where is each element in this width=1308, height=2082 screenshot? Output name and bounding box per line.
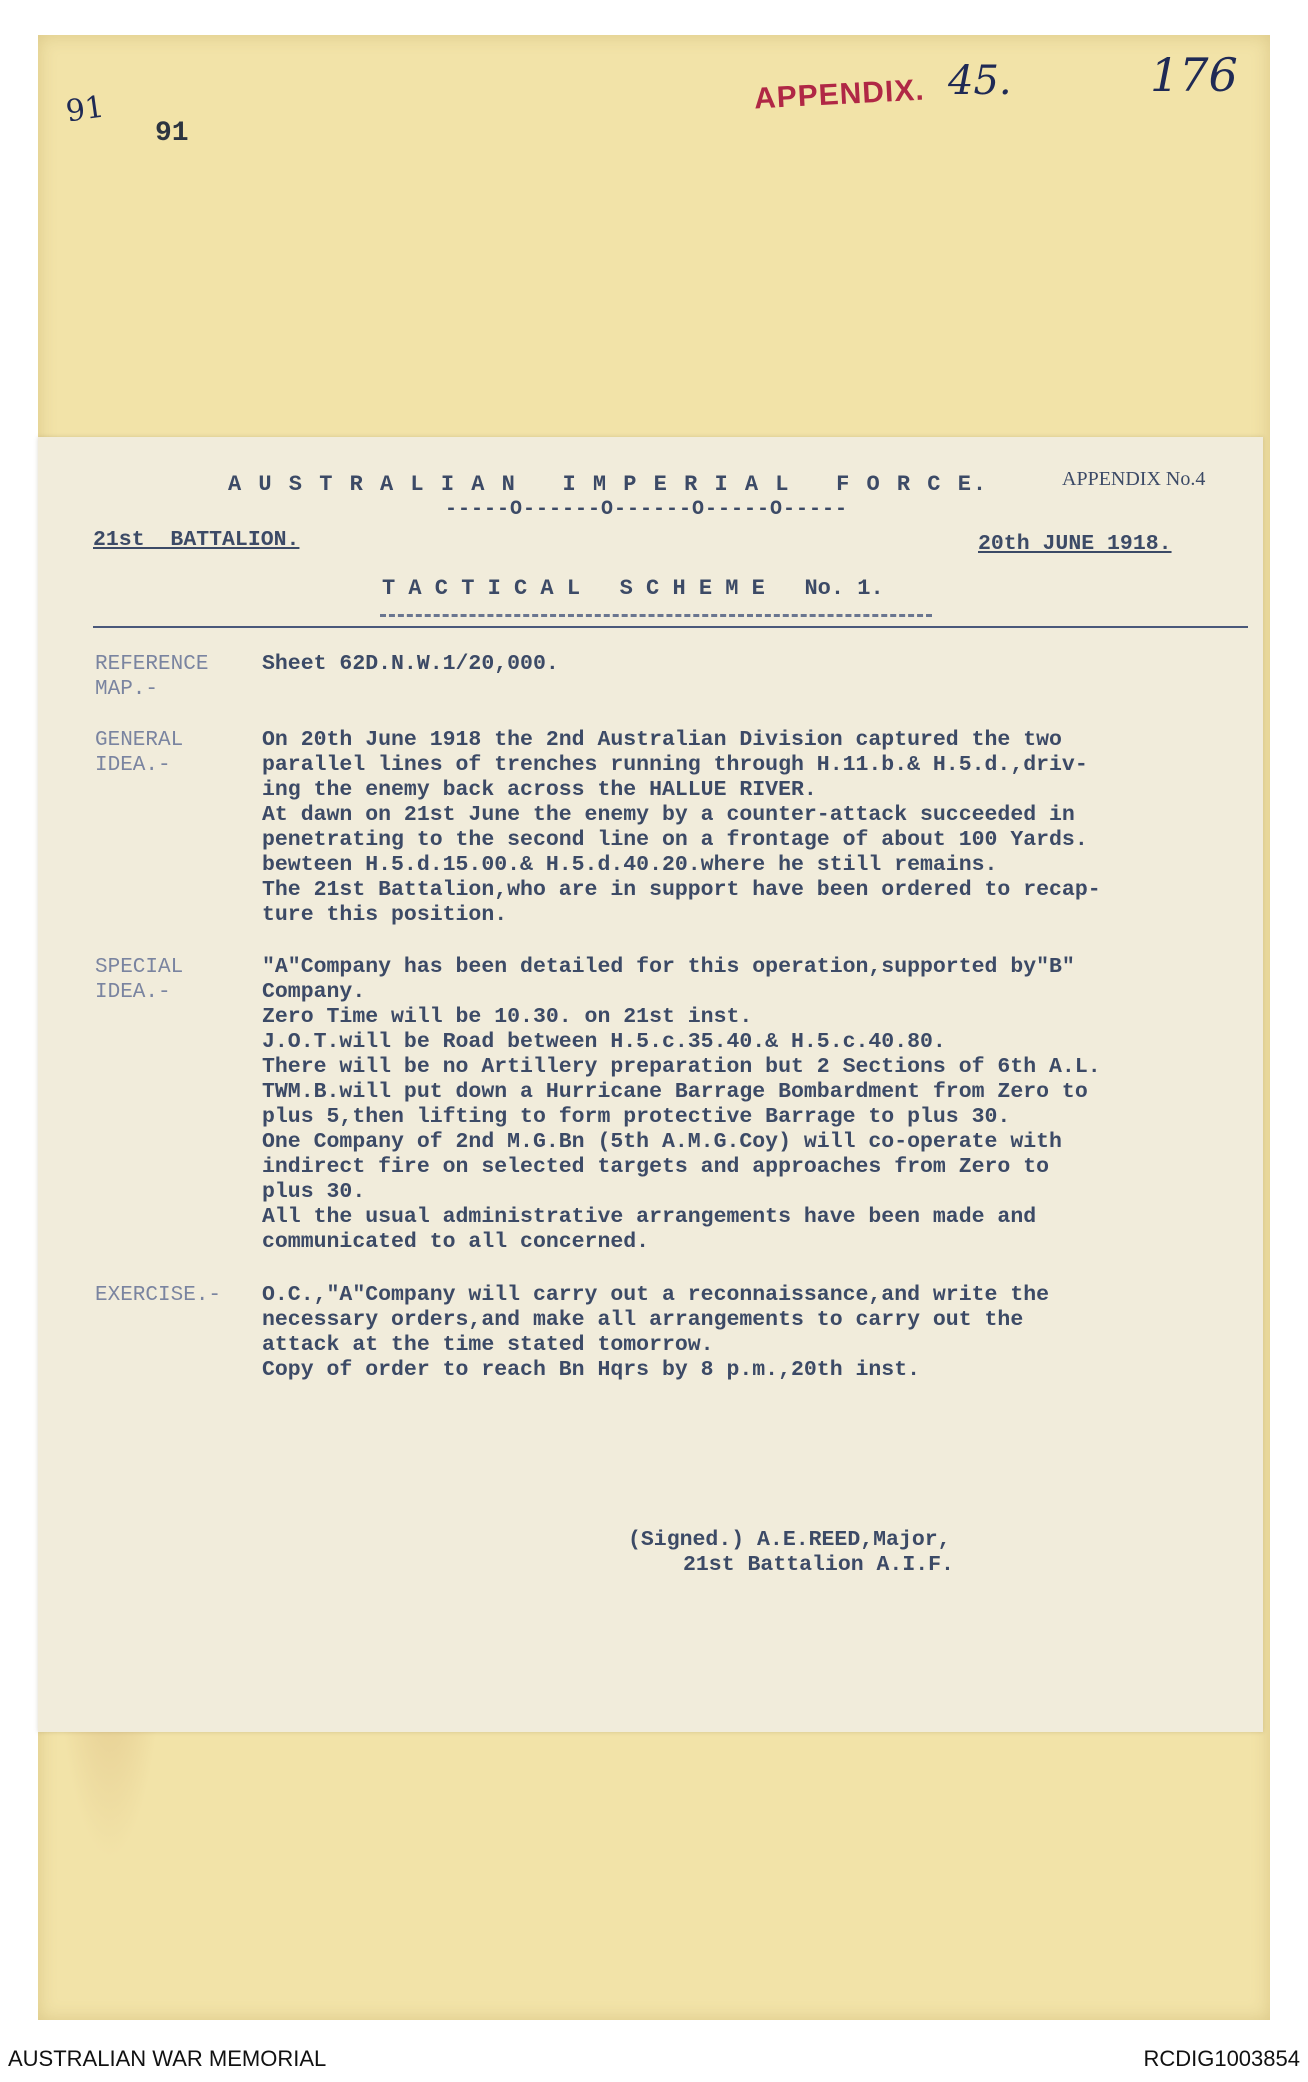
body-line: One Company of 2nd M.G.Bn (5th A.M.G.Coy) will co-operate with <box>262 1130 1062 1154</box>
appendix-stamp: APPENDIX. <box>753 73 926 116</box>
typed-page-number: 91 <box>155 118 189 149</box>
section-body-special-idea <box>262 955 1252 1255</box>
section-body-exercise <box>262 1283 1252 1383</box>
section-label-general-idea: GENERAL IDEA.- <box>95 729 184 777</box>
body-line: plus 30. <box>262 1180 366 1204</box>
scheme-title: T A C T I C A L S C H E M E No. 1. <box>382 576 884 601</box>
body-line: At dawn on 21st June the enemy by a counter-attack succeeded in <box>262 803 1075 827</box>
body-line: ing the enemy back across the HALLUE RIVER. <box>262 778 817 802</box>
header-rule <box>93 626 1248 628</box>
body-line: Copy of order to reach Bn Hqrs by 8 p.m.,20th inst. <box>262 1358 921 1382</box>
body-line: bewteen H.5.d.15.00.& H.5.d.40.20.where he still remains. <box>262 853 998 877</box>
title-divider: -----O------O------O-----O----- <box>445 498 849 521</box>
body-line: penetrating to the second line on a frontage of about 100 Yards. <box>262 828 1088 852</box>
document-date: 20th JUNE 1918. <box>978 532 1172 556</box>
body-line: Company. <box>262 980 366 1004</box>
document-title: A U S T R A L I A N I M P E R I A L F O R C E. <box>228 472 989 497</box>
body-line: TWM.B.will put down a Hurricane Barrage Bombardment from Zero to <box>262 1080 1088 1104</box>
section-label-special-idea: SPECIAL IDEA.- <box>95 956 184 1004</box>
body-line: On 20th June 1918 the 2nd Australian Division captured the two <box>262 728 1062 752</box>
body-line: plus 5,then lifting to form protective Barrage to plus 30. <box>262 1105 1011 1129</box>
body-line: attack at the time stated tomorrow. <box>262 1333 714 1357</box>
unit-name: 21st BATTALION. <box>93 528 300 552</box>
section-body-general-idea <box>262 728 1252 928</box>
section-label-exercise: EXERCISE.- <box>95 1284 222 1307</box>
body-line: indirect fire on selected targets and approaches from Zero to <box>262 1155 1050 1179</box>
body-line: ture this position. <box>262 903 508 927</box>
body-line: necessary orders,and make all arrangements to carry out the <box>262 1308 1024 1332</box>
body-line: The 21st Battalion,who are in support have been ordered to recap- <box>262 878 1101 902</box>
body-line: Sheet 62D.N.W.1/20,000. <box>262 652 559 676</box>
body-line: "A"Company has been detailed for this operation,supported by"B" <box>262 955 1075 979</box>
body-line: O.C.,"A"Company will carry out a reconnaissance,and write the <box>262 1283 1050 1307</box>
body-line: parallel lines of trenches running through H.11.b.& H.5.d.,driv- <box>262 753 1088 777</box>
section-body-reference-map <box>262 652 1252 677</box>
body-line: Zero Time will be 10.30. on 21st inst. <box>262 1005 753 1029</box>
scheme-underline <box>380 614 932 617</box>
handwritten-appendix-number: 45. <box>948 58 1012 104</box>
body-line: There will be no Artillery preparation but 2 Sections of 6th A.L. <box>262 1055 1101 1079</box>
signature-line: (Signed.) A.E.REED,Major, <box>628 1528 951 1552</box>
body-line: communicated to all concerned. <box>262 1230 650 1254</box>
handwritten-folio-number: 176 <box>1150 48 1238 102</box>
signature-unit: 21st Battalion A.I.F. <box>683 1553 954 1577</box>
footer-archive-name: AUSTRALIAN WAR MEMORIAL <box>8 2046 327 2071</box>
body-line: All the usual administrative arrangements have been made and <box>262 1205 1037 1229</box>
section-label-reference-map: REFERENCE MAP.- <box>95 653 209 701</box>
footer-record-id: RCDIG1003854 <box>1143 2046 1300 2071</box>
body-line: J.O.T.will be Road between H.5.c.35.40.& H.5.c.40.80. <box>262 1030 946 1054</box>
margin-handwritten-number: 91 <box>63 89 107 130</box>
appendix-number: APPENDIX No.4 <box>1062 468 1206 490</box>
